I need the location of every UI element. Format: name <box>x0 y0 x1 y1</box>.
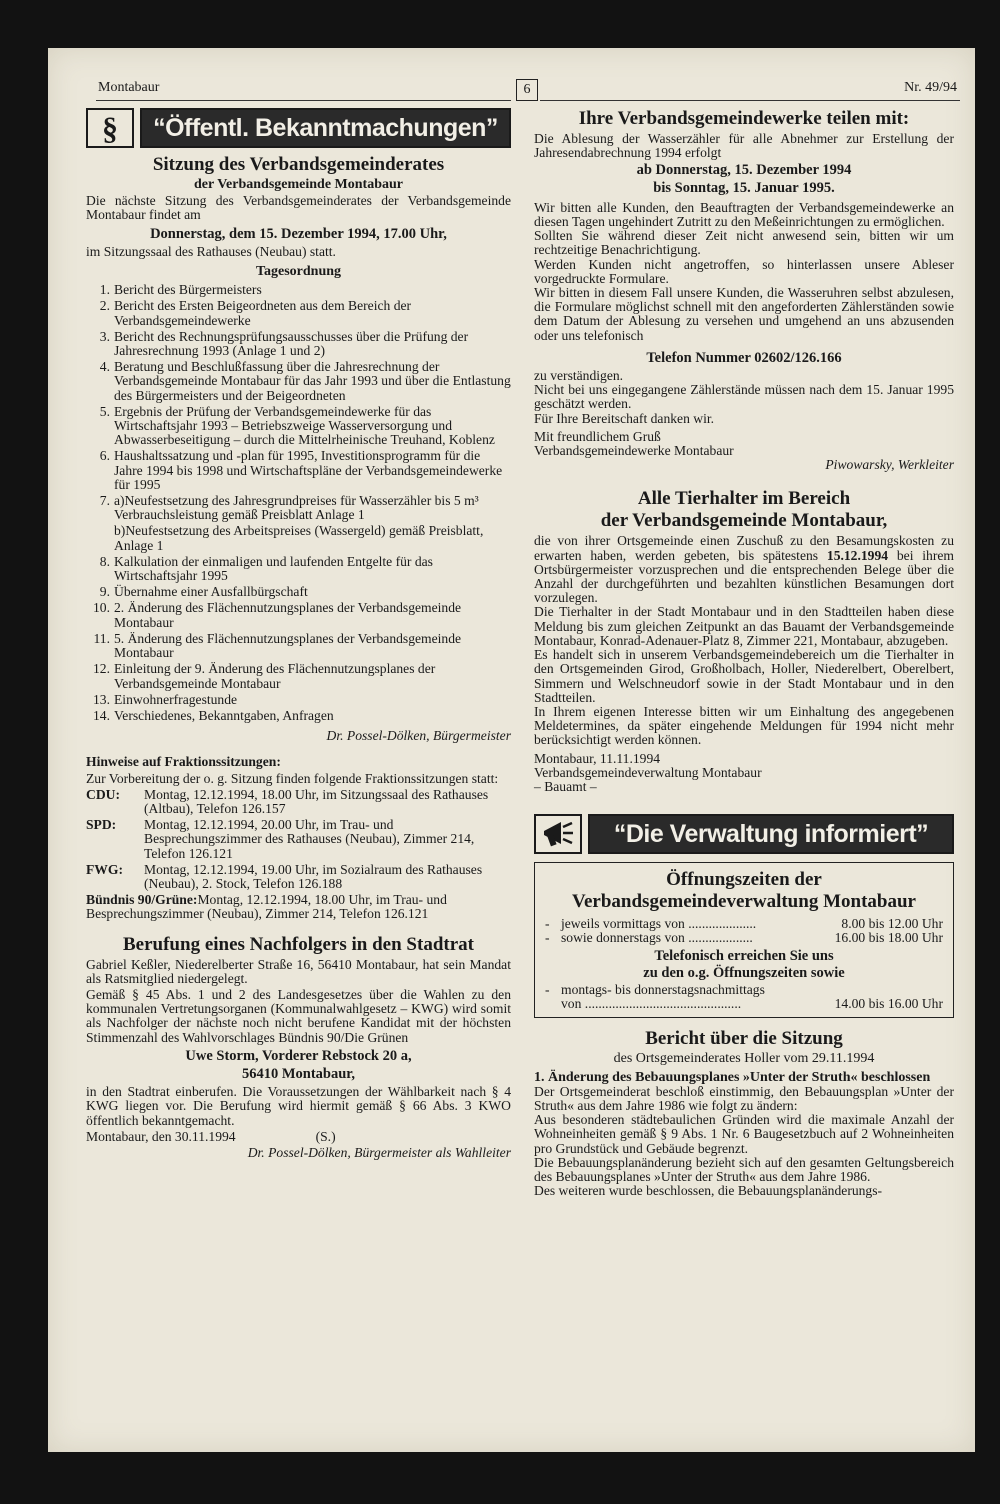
berufung-p3: in den Stadtrat einberufen. Die Voraussetzungen der Wählbarkeit nach § 4 KWG liegen vor. Die Berufung wird hiermit gemäß § 66 Abs. 3 KWO öffentlich bekanntgemacht. <box>86 1084 511 1128</box>
bericht-p1: Der Ortsgemeinderat beschloß einstimmig, den Bebauungsplan »Unter der Struth« aus dem Jahre 1986 wie folgt zu ändern: <box>534 1083 954 1113</box>
werke-to: bis Sonntag, 15. Januar 1995. <box>653 179 835 196</box>
agenda-item-number: 7. <box>99 493 110 509</box>
fraktion-party: FWG: <box>86 861 123 877</box>
agenda-item <box>86 405 511 448</box>
fraktion-text: Montag, 12.12.1994, 18.00 Uhr, im Sitzungssaal des Rathauses (Altbau), Telefon 126.157 <box>144 786 489 816</box>
oeffnung-rows <box>545 917 943 945</box>
fraktion-item <box>86 818 511 861</box>
fraktion-list <box>86 788 511 891</box>
berufung-p2: Gemäß § 45 Abs. 1 und 2 des Landesgesetzes über die Wahlen zu den kommunalen Vertretungsorganen (Kommunalwahlgesetz – KWG) wird somit als Nachfolger der nächste noch nicht berufene Kandidat mit der höchsten Stimmenzahl des Wahlvorschlages Bündnis 90/Die Grünen <box>86 986 511 1045</box>
oeffnung-afternoon-label-2: von .............................................. <box>561 996 742 1012</box>
agenda-item-number: 6. <box>99 448 110 464</box>
agenda-item-text: Einwohnerfragestunde <box>114 691 238 707</box>
right-banner <box>534 814 954 854</box>
header-issue: Nr. 49/94 <box>904 80 957 95</box>
agenda-item-text: Bericht des Bürgermeisters <box>114 282 262 298</box>
oeffnung-row <box>545 917 943 931</box>
fraktion-party: Bündnis 90/Grüne: <box>86 892 198 908</box>
fraktion-text: Montag, 12.12.1994, 20.00 Uhr, im Trau- und Besprechungszimmer des Rathauses (Neubau), Zimmer 214, Telefon 126.121 <box>144 817 475 861</box>
oeffnung-row-label: jeweils vormittags von .................... <box>561 916 757 932</box>
berufung-title: Berufung eines Nachfolgers in den Stadtrat <box>123 933 474 955</box>
fraktion-party: CDU: <box>86 786 120 802</box>
bericht-p2: Aus besonderen städtebaulichen Gründen wird die maximale Anzahl der Wohneinheiten gemäß § 9 Abs. 1 Nr. 6 Baugesetzbuch auf 2 Wohneinheiten pro Grundstück und Gebäude begrenzt. <box>534 1112 954 1156</box>
agenda-item-text: 5. Änderung des Flächennutzungsplanes der Verbandsgemeinde Montabaur <box>114 630 462 661</box>
agenda-item-text: Beratung und Beschlußfassung über die Jahresrechnung der Verbandsgemeinde Montabaur für das Jahr 1993 und über die Entlastung des Bürgermeisters und der Beigeordneten <box>114 359 511 403</box>
left-banner <box>86 108 511 148</box>
agenda-item <box>86 360 511 403</box>
agenda-item-number: 1. <box>99 282 110 298</box>
agenda-item-number: 14. <box>93 707 110 723</box>
agenda-item-number: 10. <box>93 600 110 616</box>
agenda-item <box>86 693 511 707</box>
fraktion-item-gruene <box>86 893 511 921</box>
agenda-item-text: Einleitung der 9. Änderung des Flächennutzungsplanes der Verbandsgemeinde Montabaur <box>114 661 436 691</box>
oeffnung-row-label: sowie donnerstags von ................... <box>561 930 753 946</box>
agenda-item-number: 11. <box>93 630 110 646</box>
tierhalter-p3: Es handelt sich in unserem Verbandsgemeindebereich um die Tierhalter in den Ortsgemeinden Girod, Großholbach, Holler, Niederelbert, Oberelbert, Simmern und Welschneudorf sowie in der Stadt Montabaur und in den Stadtteilen. <box>534 647 954 705</box>
oeffnung-row-value: 8.00 bis 12.00 Uhr <box>841 916 943 932</box>
fraktion-title: Hinweise auf Fraktionssitzungen: <box>86 754 281 770</box>
werke-signature: Piwowarsky, Werkleiter <box>825 457 954 473</box>
agenda-item <box>86 299 511 327</box>
berufung-seal: (S.) <box>315 1128 336 1144</box>
paragraph-icon: § <box>86 108 134 148</box>
agenda-item <box>86 524 511 552</box>
agenda-item <box>86 330 511 358</box>
berufung-place-date: Montabaur, den 30.11.1994 <box>86 1128 236 1144</box>
berufung-place-row <box>86 1130 511 1144</box>
werke-p3: Sollten Sie während dieser Zeit nicht anwesend sein, bitten wir um rechtzeitige Benachrichtigung. <box>534 228 954 258</box>
agenda-item-text: 2. Änderung des Flächennutzungsplanes der Verbandsgemeinde Montabaur <box>114 600 462 630</box>
agenda-item <box>86 585 511 599</box>
right-column <box>534 108 954 1198</box>
agenda-item-number: 12. <box>93 661 110 677</box>
tierhalter-title-2: der Verbandsgemeinde Montabaur, <box>600 510 888 532</box>
oeffnung-phone-2: zu den o.g. Öffnungszeiten sowie <box>643 964 845 981</box>
agenda-item <box>86 709 511 723</box>
agenda-item <box>86 632 511 660</box>
agenda-item <box>86 555 511 583</box>
sitzung-intro: Die nächste Sitzung des Verbandsgemeinderates der Verbandsgemeinde Montabaur findet am <box>86 193 511 223</box>
agenda-item-number: 13. <box>93 691 110 707</box>
berufung-name-line2: 56410 Montabaur, <box>241 1065 356 1082</box>
tierhalter-title-1: Alle Tierhalter im Bereich <box>637 488 851 510</box>
agenda-item-text: Kalkulation der einmaligen und laufenden Entgelte für das Wirtschaftsjahr 1995 <box>114 553 433 584</box>
agenda-item-number: 4. <box>99 359 110 375</box>
sitzung-title: Sitzung des Verbandsgemeinderates <box>152 154 445 175</box>
fraktion-text: Montag, 12.12.1994, 18.00 Uhr, im Trau- und Besprechungszimmer (Neubau), Zimmer 214, Telefon 126.121 <box>86 892 447 922</box>
werke-p7: Nicht bei uns eingegangene Zählerstände müssen nach dem 15. Januar 1995 geschätzt werden. <box>534 382 954 412</box>
tierhalter-p2: Die Tierhalter in der Stadt Montabaur und in den Stadtteilen haben diese Meldung bis zum gleichen Zeitpunkt an das Bauamt der Verbandsgemeinde Montabaur, Konrad-Adenauer-Platz 8, Zimmer 221, Montabaur, abzugeben. <box>534 604 954 648</box>
bericht-title: Bericht über die Sitzung <box>645 1028 843 1050</box>
werke-title: Ihre Verbandsgemeindewerke teilen mit: <box>578 108 910 129</box>
tierhalter-sender: Verbandsgemeindeverwaltung Montabaur <box>534 764 762 780</box>
agenda-item-text: Ergebnis der Prüfung der Verbandsgemeindewerke für das Wirtschaftsjahr 1993 – Betriebszweige Wasserversorgung und Abwasserbeseitigung – durch die Mittelrheinische Treuhand, Koblenz <box>114 403 495 448</box>
agenda-item-number: 3. <box>99 328 110 344</box>
agenda-item <box>86 449 511 492</box>
oeffnung-title-2: Verbandsgemeindeverwaltung Montabaur <box>572 891 916 913</box>
werke-from: ab Donnerstag, 15. Dezember 1994 <box>636 162 852 179</box>
tierhalter-dept: – Bauamt – <box>534 778 597 794</box>
oeffnung-afternoon-label-1: montags- bis donnerstagsnachmittags <box>561 981 765 997</box>
megaphone-icon <box>534 814 582 854</box>
werke-p4: Werden Kunden nicht angetroffen, so hinterlassen unsere Ableser vorgedruckte Formulare. <box>534 256 954 286</box>
bericht-item-title: 1. Änderung des Bebauungsplanes »Unter der Struth« beschlossen <box>534 1069 931 1085</box>
sitzung-date: Donnerstag, dem 15. Dezember 1994, 17.00 Uhr, <box>150 225 447 242</box>
agenda-item <box>86 283 511 297</box>
agenda-item <box>86 494 511 522</box>
tierhalter-p1-a: die von ihrer Ortsgemeinde einen Zuschuß zu den Besamungskosten zu erwarten haben, werden gebeten, bis spätestens <box>534 533 954 563</box>
agenda-list <box>86 283 511 723</box>
sitzung-subtitle: der Verbandsgemeinde Montabaur <box>194 177 403 192</box>
tierhalter-place-date: Montabaur, 11.11.1994 <box>534 750 661 766</box>
fraktion-text: Montag, 12.12.1994, 19.00 Uhr, im Sozialraum des Rathauses (Neubau), 2. Stock, Telefon 126.188 <box>144 861 483 891</box>
left-banner-title: “Öffentl. Bekanntmachungen” <box>140 108 511 148</box>
oeffnung-row <box>545 931 943 945</box>
oeffnungszeiten-box <box>534 862 954 1018</box>
oeffnung-row-dash: - <box>545 930 550 946</box>
bericht-p3: Die Bebauungsplanänderung bezieht sich auf den gesamten Geltungsbereich des Bebauungsplanes »Unter der Struth« aus dem Jahre 1986. <box>534 1154 954 1184</box>
agenda-title: Tagesordnung <box>255 264 342 280</box>
agenda-item-number: 8. <box>99 553 110 569</box>
agenda-item-text: a)Neufestsetzung des Jahresgrundpreises für Wasserzähler bis 5 m³ Verbrauchsleistung gemäß Preisblatt Anlage 1 <box>114 493 479 523</box>
sitzung-place: im Sitzungssaal des Rathauses (Neubau) statt. <box>86 243 336 259</box>
agenda-item-text: Übernahme einer Ausfallbürgschaft <box>114 584 308 600</box>
werke-p6: zu verständigen. <box>534 368 624 384</box>
agenda-item <box>86 662 511 690</box>
tierhalter-p4: In Ihrem eigenen Interesse bitten wir um Einhaltung des angegebenen Meldetermines, da später eingehende Meldungen für 1994 nicht mehr berücksichtigt werden können. <box>534 703 954 748</box>
agenda-item-text: Bericht des Rechnungsprüfungsausschusses über die Prüfung der Jahresrechnung 1993 (Anlage 1 und 2) <box>114 328 469 359</box>
sitzung-signature: Dr. Possel-Dölken, Bürgermeister <box>326 728 511 744</box>
berufung-signature: Dr. Possel-Dölken, Bürgermeister als Wahlleiter <box>247 1144 511 1160</box>
oeffnung-row-afternoon: - montags- bis donnerstagsnachmittags von .............................................. 14.00 bis 16.00 Uhr <box>545 981 943 1012</box>
tierhalter-p1-b: bei ihrem Ortsbürgermeister vorzusprechen und die entsprechenden Belege über die Anzahl der durchgeführten und bezahlten künstlichen Besamungen dort vorzulegen. <box>534 547 954 606</box>
werke-p5: Wir bitten in diesem Fall unsere Kunden, die Wasseruhren selbst abzulesen, die Formulare möglichst schnell mit den angeforderten Zählerständen sowie dem Datum der Ablesung zu versehen und umgehend an uns abzusenden oder uns telefonisch <box>534 285 954 343</box>
bericht-subtitle: des Ortsgemeinderates Holler vom 29.11.1994 <box>613 1051 875 1067</box>
fraktion-intro: Zur Vorbereitung der o. g. Sitzung finden folgende Fraktionssitzungen statt: <box>86 770 499 786</box>
bericht-p4: Des weiteren wurde beschlossen, die Bebauungsplanänderungs- <box>534 1183 883 1199</box>
tierhalter-p1 <box>534 534 954 605</box>
werke-p2: Wir bitten alle Kunden, den Beauftragten der Verbandsgemeindewerke an diesen Tagen ungehindert Zutritt zu den Meßeinrichtungen zu ermöglichen. <box>534 199 954 230</box>
berufung-p1: Gabriel Keßler, Niederelberter Straße 16, 56410 Montabaur, hat sein Mandat als Ratsmitglied niedergelegt. <box>86 956 511 986</box>
agenda-item-number: 2. <box>99 298 110 314</box>
werke-sender: Verbandsgemeindewerke Montabaur <box>534 443 734 459</box>
werke-greeting: Mit freundlichem Gruß <box>534 428 661 444</box>
oeffnung-afternoon-value: 14.00 bis 16.00 Uhr <box>834 996 943 1012</box>
oeffnung-row-dash: - <box>545 916 550 932</box>
agenda-item-text: b)Neufestsetzung des Arbeitspreises (Wassergeld) gemäß Preisblatt, Anlage 1 <box>114 523 484 553</box>
agenda-item-text: Bericht des Ersten Beigeordneten aus dem Bereich der Verbandsgemeindewerke <box>114 298 412 328</box>
header-rule-left <box>96 100 511 101</box>
page-number: 6 <box>516 79 538 101</box>
header-town: Montabaur <box>98 80 160 95</box>
werke-p8: Für Ihre Bereitschaft danken wir. <box>534 410 715 426</box>
agenda-item-text: Verschiedenes, Bekanntgaben, Anfragen <box>114 707 334 723</box>
werke-p1: Die Ablesung der Wasserzähler für alle Abnehmer zur Erstellung der Jahresendabrechnung 1994 erfolgt <box>534 131 954 161</box>
oeffnung-row-value: 16.00 bis 18.00 Uhr <box>834 930 943 946</box>
werke-phone: Telefon Nummer 02602/126.166 <box>646 349 842 366</box>
agenda-item-number <box>86 524 114 552</box>
agenda-item-text: Haushaltssatzung und -plan für 1995, Investitionsprogramm für die Jahre 1994 bis 1998 und Wirtschaftspläne der Verbandsgemeindewerke für 1995 <box>114 448 503 492</box>
fraktion-item <box>86 863 511 891</box>
berufung-name-line1: Uwe Storm, Vorderer Rebstock 20 a, <box>185 1047 412 1064</box>
agenda-item-number: 9. <box>99 584 110 600</box>
fraktion-item <box>86 788 511 816</box>
tierhalter-deadline: 15.12.1994 <box>826 547 889 563</box>
header-rule-right <box>540 100 960 101</box>
left-column <box>86 108 511 1162</box>
oeffnung-title-1: Öffnungszeiten der <box>666 869 822 891</box>
agenda-item-number: 5. <box>99 403 110 419</box>
agenda-item <box>86 601 511 629</box>
oeffnung-phone-1: Telefonisch erreichen Sie uns <box>654 947 834 964</box>
newspaper-page <box>48 48 975 1452</box>
fraktion-party: SPD: <box>86 817 117 833</box>
right-banner-title: “Die Verwaltung informiert” <box>588 814 954 854</box>
